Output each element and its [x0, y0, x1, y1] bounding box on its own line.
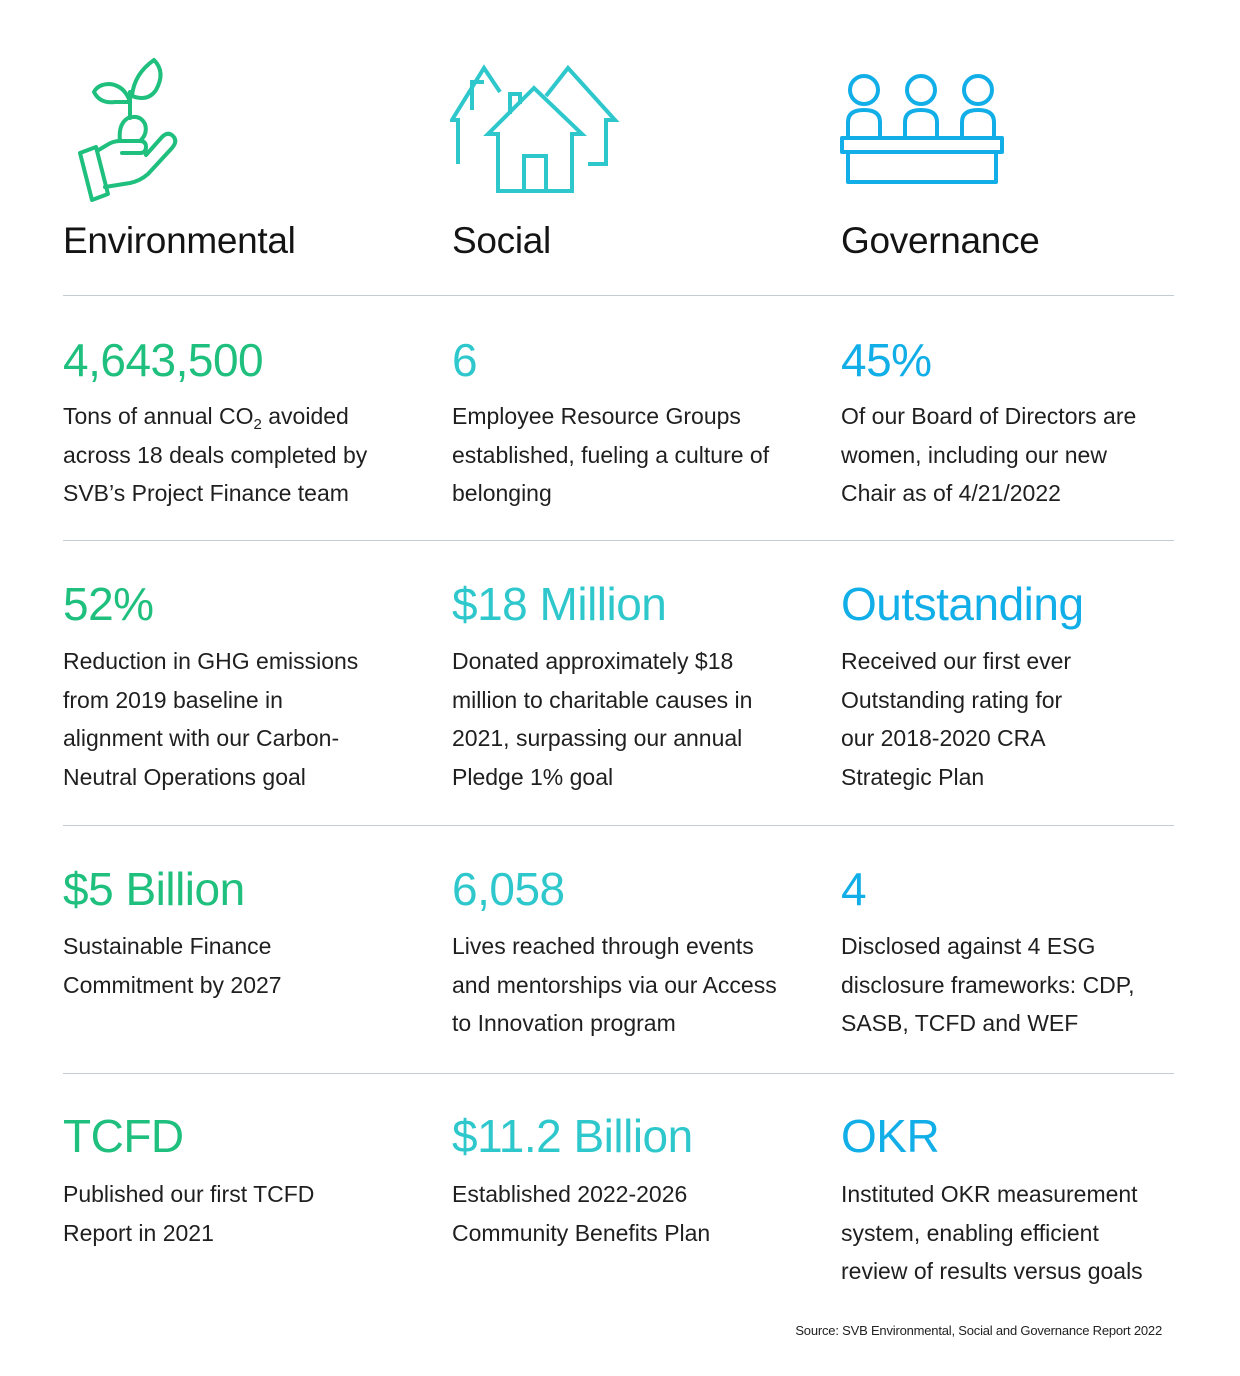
stat-description: Published our first TCFD Report in 2021	[63, 1181, 315, 1246]
stat-value: 4	[841, 863, 867, 915]
stat-value: $18 Million	[452, 578, 667, 630]
stat-description: Tons of annual $CO_2$ avoided across 18 deals completed by SVB’s Project Finance team	[63, 403, 368, 506]
stat-value: $11.2 Billion	[452, 1110, 693, 1162]
stat-description: Reduction in GHG emissions from 2019 baseline in alignment with our Carbon-Neutral Operations goal	[63, 648, 359, 790]
board-members-icon	[838, 66, 1008, 186]
divider	[63, 825, 1174, 826]
divider	[63, 1073, 1174, 1074]
stat-value: TCFD	[63, 1110, 184, 1162]
heading-social: Social	[452, 220, 551, 261]
stat-value: Outstanding	[841, 578, 1084, 630]
source-note: Source: SVB Environmental, Social and Governance Report 2022	[795, 1323, 1162, 1338]
stat-description: Received our first ever Outstanding rating for our 2018-2020 CRA Strategic Plan	[841, 648, 1072, 790]
houses-icon	[450, 64, 620, 194]
stat-description: Donated approximately $18 million to charitable causes in 2021, surpassing our annual Pledge 1% goal	[452, 648, 753, 790]
stat-value: 52%	[63, 578, 154, 630]
stat-value: 6	[452, 334, 478, 386]
stat-description: Employee Resource Groups established, fueling a culture of belonging	[452, 403, 770, 506]
divider	[63, 540, 1174, 541]
stat-description: Sustainable Finance Commitment by 2027	[63, 933, 282, 998]
stat-description: Disclosed against 4 ESG disclosure frameworks: CDP, SASB, TCFD and WEF	[841, 933, 1135, 1036]
stat-value: 45%	[841, 334, 932, 386]
stat-value: 4,643,500	[63, 334, 264, 386]
divider	[63, 295, 1174, 296]
stat-description: Established 2022-2026 Community Benefits Plan	[452, 1181, 711, 1246]
stat-description: Of our Board of Directors are women, including our new Chair as of 4/21/2022	[841, 403, 1137, 506]
stat-value: OKR	[841, 1110, 940, 1162]
stat-description: Instituted OKR measurement system, enabling efficient review of results versus goals	[841, 1181, 1143, 1284]
stat-value: 6,058	[452, 863, 565, 915]
heading-governance: Governance	[841, 220, 1040, 261]
heading-environmental: Environmental	[63, 220, 296, 261]
plant-in-hand-icon	[60, 52, 185, 202]
stat-value: $5 Billion	[63, 863, 245, 915]
stat-description: Lives reached through events and mentorships via our Access to Innovation program	[452, 933, 777, 1036]
